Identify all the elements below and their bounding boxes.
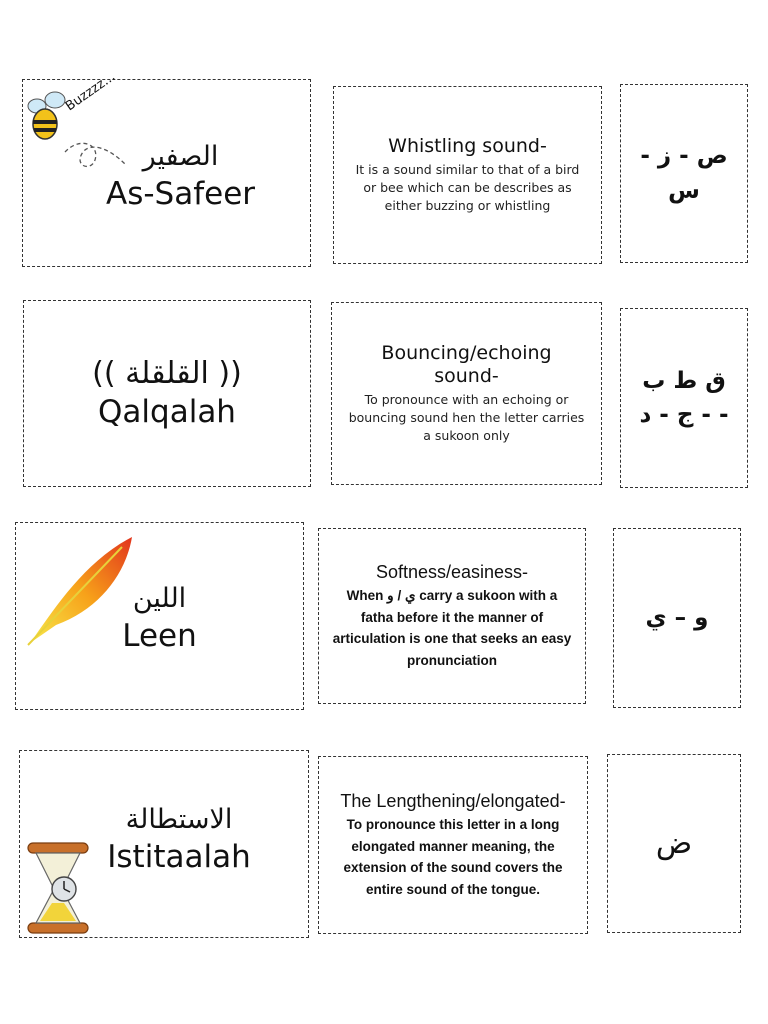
description-text: To pronounce this letter in a long elongated manner meaning, the extension of the sound covers the entire sound of the tongue. (343, 817, 563, 897)
feather-icon (22, 533, 142, 653)
arabic-term: الصفير (142, 141, 219, 173)
english-term: Qalqalah (98, 393, 236, 430)
english-term: Leen (122, 617, 197, 654)
arabic-term: اللين (132, 583, 187, 615)
description-text: It is a sound similar to that of a bird or bee which can be describes as either buzzing or whistling (355, 161, 580, 213)
english-term: As-Safeer (105, 175, 256, 212)
name-card-leen (15, 522, 304, 710)
description-card-istitaalah (318, 756, 588, 934)
description-card-leen (318, 528, 586, 704)
name-card-istitaalah (19, 750, 309, 938)
letters: ض (655, 826, 693, 861)
letters-card-qalqalah (620, 308, 748, 488)
letters-card-leen (613, 528, 741, 708)
english-term: Istitaalah (107, 838, 251, 875)
description-title: Softness/easiness- (375, 561, 529, 582)
description-title: Whistling sound- (388, 134, 547, 157)
name-card-safeer (22, 69, 311, 267)
letters: ق ط ب - - ج - د (639, 367, 729, 428)
buzz-label: Buzzzz... (63, 69, 119, 115)
name-card-qalqalah (23, 300, 311, 487)
letters: ص - ز - س (640, 143, 728, 204)
description-title: The Lengthening/elongated- (340, 790, 566, 811)
arabic-term: الاستطالة (125, 804, 233, 836)
description-card-qalqalah (331, 302, 602, 485)
description-text: When ي / و carry a sukoon with a fatha before it the manner of articulation is one that seeks an easy pronunciation (332, 588, 572, 668)
arabic-term: (( القلقلة )) (92, 355, 242, 391)
letters-card-istitaalah (607, 754, 741, 933)
description-text: To pronounce with an echoing or bouncing sound hen the letter carries a sukoon only (348, 392, 585, 444)
letters: و – ي (645, 604, 709, 631)
description-card-safeer (333, 86, 602, 264)
letters-card-safeer (620, 84, 748, 263)
hourglass-icon (22, 841, 102, 937)
description-title: Bouncing/echoing sound- (381, 341, 552, 388)
